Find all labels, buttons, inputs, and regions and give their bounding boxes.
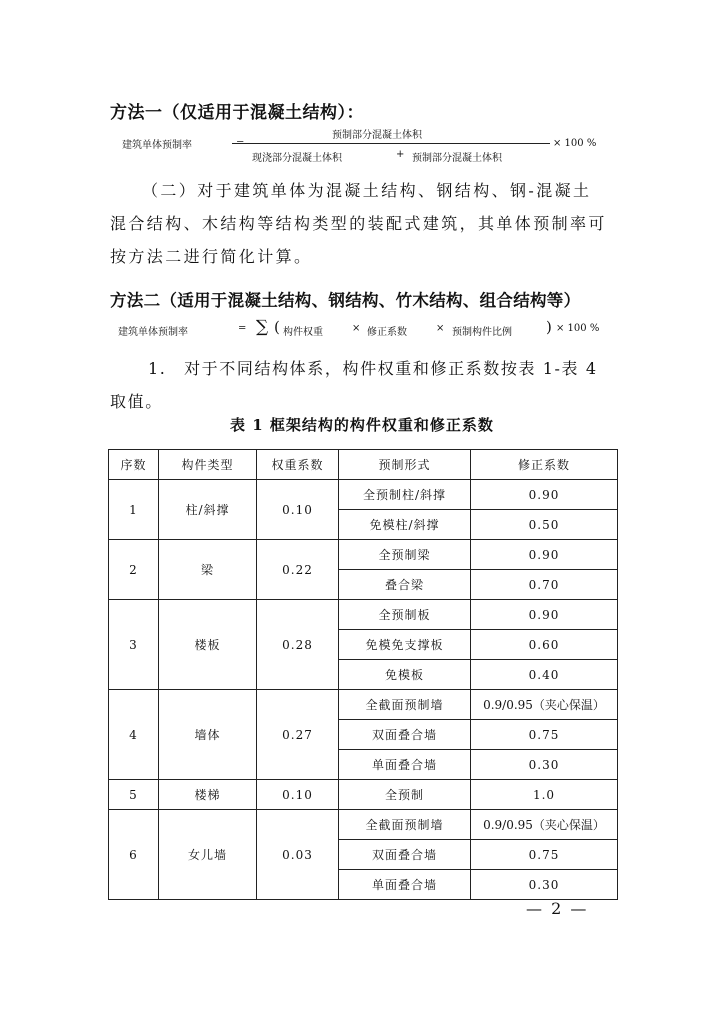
method2-lhs: 建筑单体预制率: [118, 327, 188, 338]
cell-coef: 0.30: [471, 750, 618, 780]
cell-weight: 0.03: [257, 810, 339, 900]
table-row: [109, 780, 618, 810]
cell-form: 全预制梁: [339, 540, 471, 570]
cell-form: 全预制柱/斜撑: [339, 480, 471, 510]
cell-no: 3: [109, 600, 159, 690]
method1-heading: 方法一（仅适用于混凝土结构）：: [110, 103, 364, 123]
cell-coef: 0.9/0.95（夹心保温）: [471, 810, 618, 840]
cell-form: 叠合梁: [339, 570, 471, 600]
header-no: 序数: [109, 450, 159, 480]
header-weight: 权重系数: [257, 450, 339, 480]
para2-line2: 取值。: [110, 392, 163, 411]
table-row: [109, 690, 618, 720]
cell-coef: 0.90: [471, 540, 618, 570]
cell-no: 4: [109, 690, 159, 780]
cell-type: 柱/斜撑: [159, 480, 257, 540]
cell-weight: 0.28: [257, 600, 339, 690]
cell-form: 双面叠合墙: [339, 840, 471, 870]
method1-denominator-b: 预制部分混凝土体积: [412, 153, 502, 164]
page-number: — 2 —: [526, 899, 589, 918]
cell-coef: 0.9/0.95（夹心保温）: [471, 690, 618, 720]
cell-no: 5: [109, 780, 159, 810]
cell-type: 楼板: [159, 600, 257, 690]
cell-form: 免模柱/斜撑: [339, 510, 471, 540]
table-header-row: [109, 450, 618, 480]
cell-coef: 0.75: [471, 720, 618, 750]
cell-form: 全截面预制墙: [339, 810, 471, 840]
cell-type: 梁: [159, 540, 257, 600]
cell-coef: 0.90: [471, 480, 618, 510]
cell-form: 全截面预制墙: [339, 690, 471, 720]
paragraph-structure-types: [110, 174, 620, 273]
table-row: [109, 810, 618, 840]
cell-coef: 0.60: [471, 630, 618, 660]
cell-weight: 0.27: [257, 690, 339, 780]
cell-coef: 0.75: [471, 840, 618, 870]
cell-type: 墙体: [159, 690, 257, 780]
header-form: 预制形式: [339, 450, 471, 480]
cell-form: 免模免支撑板: [339, 630, 471, 660]
method1-numerator: 预制部分混凝土体积: [332, 130, 422, 141]
method2-times-100: × 100 %: [556, 323, 600, 334]
para1-line2: 混合结构、木结构等结构类型的装配式建筑，其单体预制率可: [110, 214, 607, 233]
method2-term-ratio: 预制构件比例: [452, 327, 512, 338]
method2-times-2: ×: [436, 323, 445, 334]
cell-coef: 0.30: [471, 870, 618, 900]
cell-coef: 0.70: [471, 570, 618, 600]
cell-no: 1: [109, 480, 159, 540]
para1-line3: 按方法二进行简化计算。: [110, 247, 313, 266]
cell-weight: 0.22: [257, 540, 339, 600]
method2-open-paren: (: [274, 318, 280, 336]
method1-lhs: 建筑单体预制率: [122, 140, 192, 151]
method1-denominator-a: 现浇部分混凝土体积: [252, 153, 342, 164]
method1-times: × 100 %: [553, 138, 597, 149]
cell-no: 6: [109, 810, 159, 900]
method2-term-weight: 构件权重: [283, 327, 323, 338]
method2-term-coef: 修正系数: [367, 327, 407, 338]
para2-line1: 1. 对于不同结构体系，构件权重和修正系数按表 1-表 4: [148, 359, 598, 378]
cell-coef: 0.50: [471, 510, 618, 540]
header-coef: 修正系数: [471, 450, 618, 480]
cell-form: 全预制: [339, 780, 471, 810]
cell-coef: 1.0: [471, 780, 618, 810]
cell-form: 单面叠合墙: [339, 870, 471, 900]
header-type: 构件类型: [159, 450, 257, 480]
para1-line1: （二）对于建筑单体为混凝土结构、钢结构、钢-混凝土: [142, 181, 592, 200]
cell-weight: 0.10: [257, 780, 339, 810]
table-row: [109, 600, 618, 630]
fraction-bar: [232, 143, 550, 144]
sum-symbol: ∑: [256, 317, 269, 337]
cell-type: 女儿墙: [159, 810, 257, 900]
paragraph-table-reference: [110, 352, 620, 418]
cell-weight: 0.10: [257, 480, 339, 540]
cell-coef: 0.90: [471, 600, 618, 630]
weight-coefficient-table: [108, 449, 618, 900]
cell-type: 楼梯: [159, 780, 257, 810]
method2-times-1: ×: [352, 323, 361, 334]
method1-plus: +: [396, 149, 405, 160]
cell-form: 全预制板: [339, 600, 471, 630]
cell-form: 免模板: [339, 660, 471, 690]
method2-close-paren: ): [546, 318, 552, 336]
cell-no: 2: [109, 540, 159, 600]
cell-form: 单面叠合墙: [339, 750, 471, 780]
method1-equals: =: [236, 138, 245, 149]
table-row: [109, 540, 618, 570]
table-row: [109, 480, 618, 510]
cell-coef: 0.40: [471, 660, 618, 690]
table-caption: 表 1 框架结构的构件权重和修正系数: [230, 416, 494, 434]
method2-equals: =: [238, 323, 247, 334]
cell-form: 双面叠合墙: [339, 720, 471, 750]
method2-heading: 方法二（适用于混凝土结构、钢结构、竹木结构、组合结构等）: [110, 291, 581, 310]
